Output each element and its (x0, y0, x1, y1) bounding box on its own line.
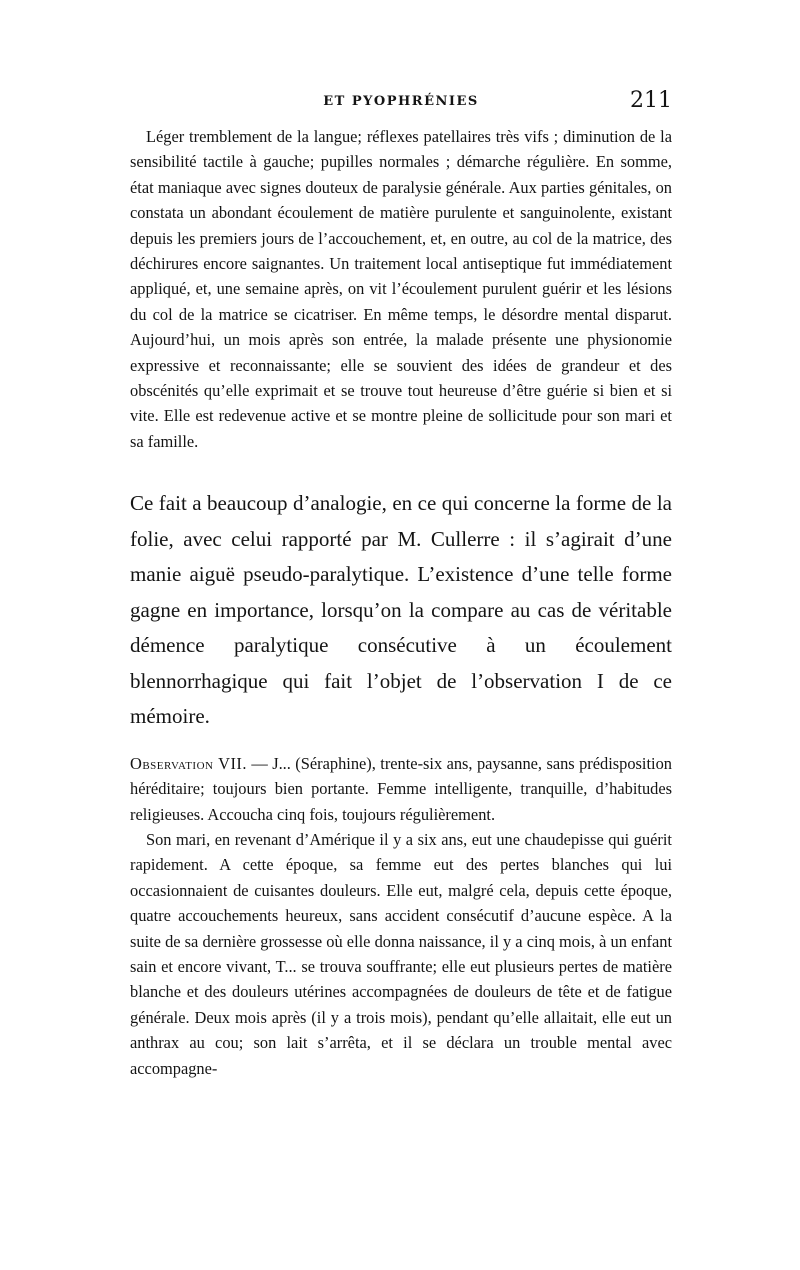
book-page (130, 88, 672, 1081)
observation-continuation-paragraph: Son mari, en revenant d’Amérique il y a six ans, eut une chaudepisse qui guérit rapidement. A cette époque, sa femme eut des pertes blanches qui lui occasionnaient de cuisantes douleurs. Elle eut, malgré cela, depuis cette époque, quatre accouchements heureux, sans accident consécutif d’aucune espèce. A la suite de sa dernière grossesse où elle donna naissance, il y a cinq mois, à un enfant sain et encore vivant, T... se trouva souffrante; elle eut plusieurs pertes de matière blanche et des douleurs utérines accompagnées de douleurs de tête et de fatigue générale. Deux mois après (il y a trois mois), pendant qu’elle allaitait, elle eut un anthrax au cou; son lait s’arrêta, et il se déclara un trouble mental avec accompagne- (130, 830, 672, 1078)
commentary-paragraph: Ce fait a beaucoup d’analogie, en ce qui concerne la forme de la folie, avec celui rapporté par M. Cullerre : il s’agirait d’une manie aiguë pseudo-paralytique. L’existence d’une telle forme gagne en importance, lorsqu’on la compare au cas de véritable démence paralytique consécutive à un écoulement blennorrhagique qui fait l’objet de l’observation I de ce mémoire. (130, 491, 672, 729)
running-head (130, 88, 672, 122)
page-number: 211 (630, 88, 672, 113)
running-title: ET PYOPHRÉNIES (323, 94, 479, 109)
observation-paragraph (130, 751, 672, 827)
observation-text: — J... (Séraphine), trente-six ans, paysanne, sans prédisposition héréditaire; toujours bien portante. Femme intelligente, tranquille, d’habitudes religieuses. Accoucha cinq fois, toujours régulièrement. (130, 753, 672, 824)
observation-heading: Observation VII. (130, 753, 247, 773)
case-paragraph: Léger tremblement de la langue; réflexes patellaires très vifs ; diminution de la sensibilité tactile à gauche; pupilles normales ; démarche régulière. En somme, état maniaque avec signes douteux de paralysie générale. Aux parties génitales, on constata un abondant écoulement de matière purulente et sanguinolente, existant depuis les premiers jours de l’accouchement, et, en outre, au col de la matrice, des déchirures encore saignantes. Un traitement local antiseptique fut immédiatement appliqué, et, une semaine après, on vit l’écoulement purulent guérir et les lésions du col de la matrice se cicatriser. En même temps, le désordre mental disparut. Aujourd’hui, un mois après son entrée, la malade présente une physionomie expressive et reconnaissante; elle se souvient des idées de grandeur et des obscénités qu’elle exprimait et se trouve tout heureuse d’être guérie si bien et si vite. Elle est redevenue active et se montre pleine de sollicitude pour son mari et sa famille. (130, 127, 672, 451)
